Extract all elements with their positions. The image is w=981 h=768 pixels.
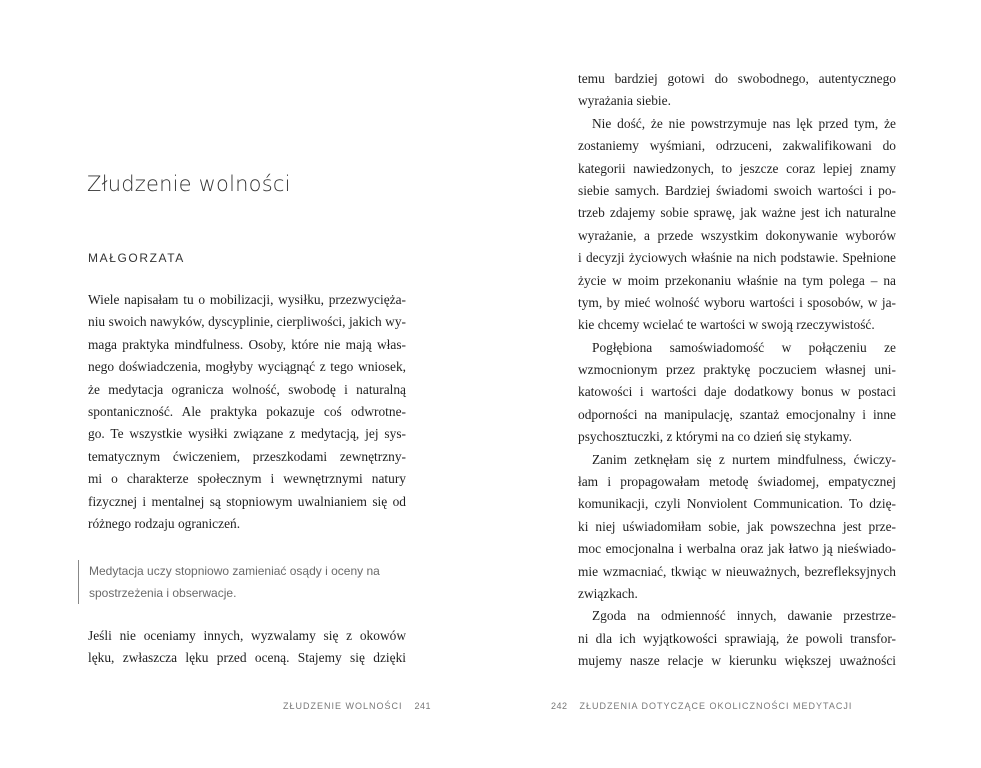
text-line: Wiele napisałam tu o mobilizacji, wysiłku, przezwycięża- — [88, 292, 406, 307]
right-page — [490, 0, 981, 768]
text-line: łam i propagowałam metodę świadomej, empatycznej — [578, 474, 896, 490]
page-footer — [551, 701, 852, 711]
text-line: kie chcemy wcielać te wartości w swoją rzeczywistość. — [578, 317, 875, 333]
text-line: mi o charakterze społecznym i wewnętrznymi natury — [88, 471, 406, 487]
text-line: mie wzmacniać, tkwiąc w nieuważnych, bezrefleksyjnych — [578, 563, 896, 579]
text-line: ni dla ich wyjątkowości sprawiają, że powoli transfor- — [578, 630, 896, 646]
page-number: 241 — [414, 701, 431, 711]
text-line: ki niej uświadomiłam sobie, jak powszechna jest prze- — [578, 518, 896, 534]
text-line: maga praktyka mindfulness. Osoby, które nie mają włas- — [88, 336, 406, 352]
text-line: Nie dość, że nie powstrzymuje nas lęk przed tym, że — [592, 115, 896, 131]
running-title: ZŁUDZENIE WOLNOŚCI — [282, 701, 403, 711]
body-text — [578, 68, 896, 673]
text-line: psychosztuczki, z którymi na co dzień się stykamy. — [578, 429, 852, 445]
chapter-title: Złudzenie wolności — [87, 172, 291, 196]
text-line: go. Te wszystkie wysiłki związane z medytacją, jej sys- — [88, 426, 406, 442]
text-line: życie w moim przekonaniu właśnie na tym polega – na — [578, 272, 896, 288]
running-title: ZŁUDZENIA DOTYCZĄCE OKOLICZNOŚCI MEDYTACJI — [579, 701, 853, 711]
text-line: Jeśli nie oceniamy innych, wyzwalamy się z okowów — [88, 628, 406, 643]
text-line: niu swoich nawyków, dyscyplinie, cierpliwości, jakich wy- — [88, 314, 406, 330]
text-line: że medytacja ogranicza wolność, swobodę i naturalną — [88, 381, 406, 397]
text-line: siebie samych. Bardziej świadomi swoich wartości i po- — [578, 182, 896, 198]
page-number: 242 — [551, 701, 568, 711]
pull-quote — [78, 560, 419, 604]
text-line: temu bardziej gotowi do swobodnego, autentycznego — [578, 71, 896, 86]
page-footer — [283, 701, 431, 711]
text-line: tym, by mieć wolność wyboru wartości i sposobów, w ja- — [578, 294, 896, 310]
text-line: trzeb zdajemy sobie sprawę, jak ważne jest ich naturalne — [578, 205, 896, 221]
text-line: różnego rodzaju ograniczeń. — [88, 515, 241, 531]
pull-quote-line: Medytacja uczy stopniowo zamieniać osądy i oceny na — [89, 564, 380, 578]
body-paragraph — [88, 289, 406, 535]
text-line: i decyzji życiowych właśnie na nich podstawie. Spełnione — [578, 250, 896, 266]
text-line: katowości i wartości daje dodatkowy bonus w postaci — [578, 384, 896, 400]
left-page — [0, 0, 490, 768]
text-line: moc emocjonalna i werbalna oraz jak łatwo ją nieświado- — [578, 541, 896, 557]
text-line: związkach. — [578, 585, 638, 601]
text-line: zostaniemy wyśmiani, odrzuceni, zakwalifikowani do — [578, 138, 896, 154]
text-line: nego doświadczenia, mogłyby wyciągnąć z tego wniosek, — [88, 359, 406, 375]
text-line: komunikacji, czyli Nonviolent Communication. To dzię- — [578, 496, 896, 512]
text-line: fizycznej i mentalnej są stopniowym uwalnianiem się od — [88, 493, 406, 509]
text-line: odporności na manipulację, szantaż emocjonalny i inne — [578, 406, 896, 422]
text-line: Zanim zetknęłam się z nurtem mindfulness, ćwiczy- — [592, 451, 896, 467]
text-line: wzmocnionym przez praktykę poczuciem własnej uni- — [578, 362, 896, 378]
body-paragraph — [88, 625, 406, 670]
text-line: tematycznym ćwiczeniem, przeszkodami zewnętrzny- — [88, 448, 406, 464]
text-line: wyrażanie, a przede wszystkim dokonywanie wyborów — [578, 227, 896, 243]
text-line: mujemy nasze relacje w kierunku większej uważności — [578, 653, 896, 669]
text-line: lęku, zwłaszcza lęku przed oceną. Stajemy się dzięki — [88, 650, 406, 666]
text-line: kategorii nawiedzonych, to jeszcze coraz lepiej znamy — [578, 160, 896, 176]
pull-quote-line: spostrzeżenia i obserwacje. — [89, 586, 237, 600]
text-line: spontaniczność. Ale praktyka pokazuje coś odwrotne- — [88, 403, 406, 419]
author-name: MAŁGORZATA — [88, 251, 185, 265]
text-line: Pogłębiona samoświadomość w połączeniu ze — [592, 339, 896, 355]
text-line: wyrażania siebie. — [578, 93, 671, 109]
text-line: Zgoda na odmienność innych, dawanie przestrze- — [592, 608, 896, 624]
